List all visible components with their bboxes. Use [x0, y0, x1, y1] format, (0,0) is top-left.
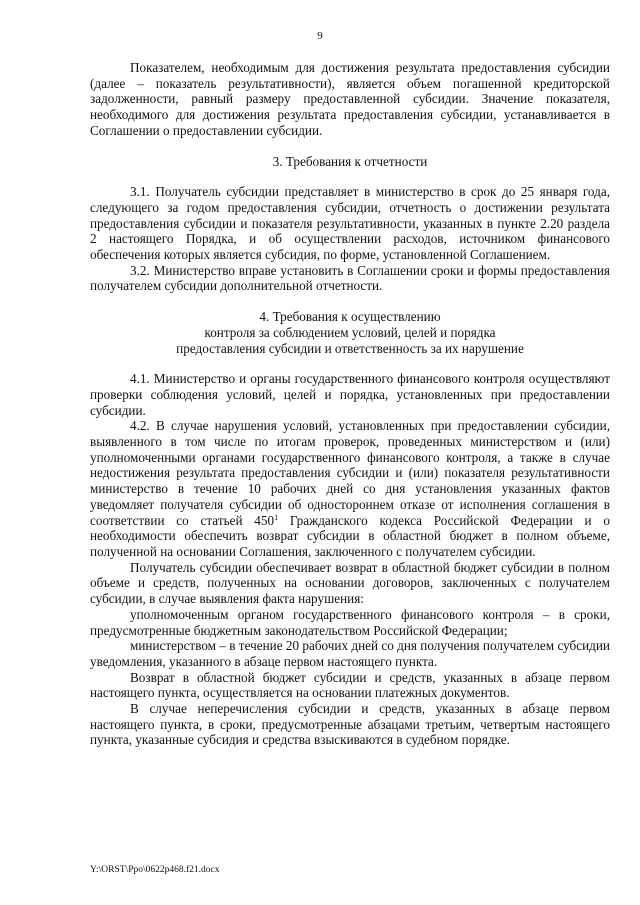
paragraph-4-2-text-b: Гражданского кодекса Российской Федерации и о необходимости обеспечить возврат субсидии в областной бюджет в полном объеме, полученной на основании Соглашения, заключенного с получателем субсидии. [90, 512, 610, 559]
section-3-heading: 3. Требования к отчетности [272, 153, 428, 169]
paragraph-court-recovery: В случае неперечисления субсидии и средств, указанных в абзаце первом настоящего пункта, в сроки, предусмотренные абзацами третьим, четвертым настоящего пункта, указанные субсидия и средства взыскиваются в судебном порядке. [90, 701, 610, 748]
section-4-heading-line-1: 4. Требования к осуществлению [259, 309, 441, 325]
paragraph-ministry-terms: министерством – в течение 20 рабочих дней со дня получения получателем субсидии уведомления, указанного в абзаце первом настоящего пункта. [90, 638, 610, 669]
page-number: 9 [317, 30, 323, 42]
paragraph-refund-basis: Возврат в областной бюджет субсидии и средств, указанных в абзаце первом настоящего пункта, осуществляется на основании платежных документов. [90, 669, 610, 701]
paragraph-control-body-terms: уполномоченным органом государственного финансового контроля – в сроки, предусмотренные бюджетным законодательством Российской Федерации; [90, 606, 610, 638]
document-body [90, 60, 610, 748]
paragraph-4-1: 4.1. Министерство и органы государственного финансового контроля осуществляют проверки соблюдения условий, целей и порядка, установленных при предоставлении субсидии. [90, 371, 610, 418]
paragraph-3-2: 3.2. Министерство вправе установить в Соглашении сроки и формы предоставления получателем субсидии дополнительной отчетности. [90, 262, 610, 294]
paragraph-3-1: 3.1. Получатель субсидии представляет в министерство в срок до 25 января года, следующего за годом предоставления субсидии, отчетность о достижении результата предоставления субсидии и показателя результативности, указанных в пункте 2.20 раздела 2 настоящего Порядка, и об осуществлении расходов, источником финансового обеспечения которых является субсидия, по форме, установленной Соглашением. [90, 184, 610, 263]
paragraph-4-2-text-a: 4.2. В случае нарушения условий, установленных при предоставлении субсидии, выявленного в том числе по итогам проверок, проведенных министерством и (или) уполномоченными органами государственного финансового контроля, а также в случае недостижения результата предоставления субсидии и (или) показателя результативности министерство в течение 10 рабочих дней со дня установления указанных фактов уведомляет получателя субсидии об одностороннем отказе от исполнения соглашения в соответствии со статьей 450 [90, 418, 610, 528]
paragraph-4-2 [90, 418, 610, 559]
file-path-footer: Y:\ORST\Ppo\0622p468.f21.docx [90, 865, 220, 875]
article-superscript: 1 [274, 512, 279, 522]
section-4-heading-line-2: контроля за соблюдением условий, целей и порядка [204, 324, 496, 340]
paragraph-refund-obligation: Получатель субсидии обеспечивает возврат в областной бюджет субсидии в полном объеме и средств, полученных на основании договоров, заключенных с получателем субсидии, в случае выявления факта нарушения: [90, 559, 610, 607]
section-4-heading-line-3: предоставления субсидии и ответственность за их нарушение [176, 340, 524, 356]
paragraph-result-indicator: Показателем, необходимым для достижения результата предоставления субсидии (далее – показатель результативности), является объем погашенной кредиторской задолженности, равный размеру предоставленной субсидии. Значение показателя, необходимого для достижения результата предоставления субсидии, устанавливается в Соглашении о предоставлении субсидии. [90, 60, 610, 138]
